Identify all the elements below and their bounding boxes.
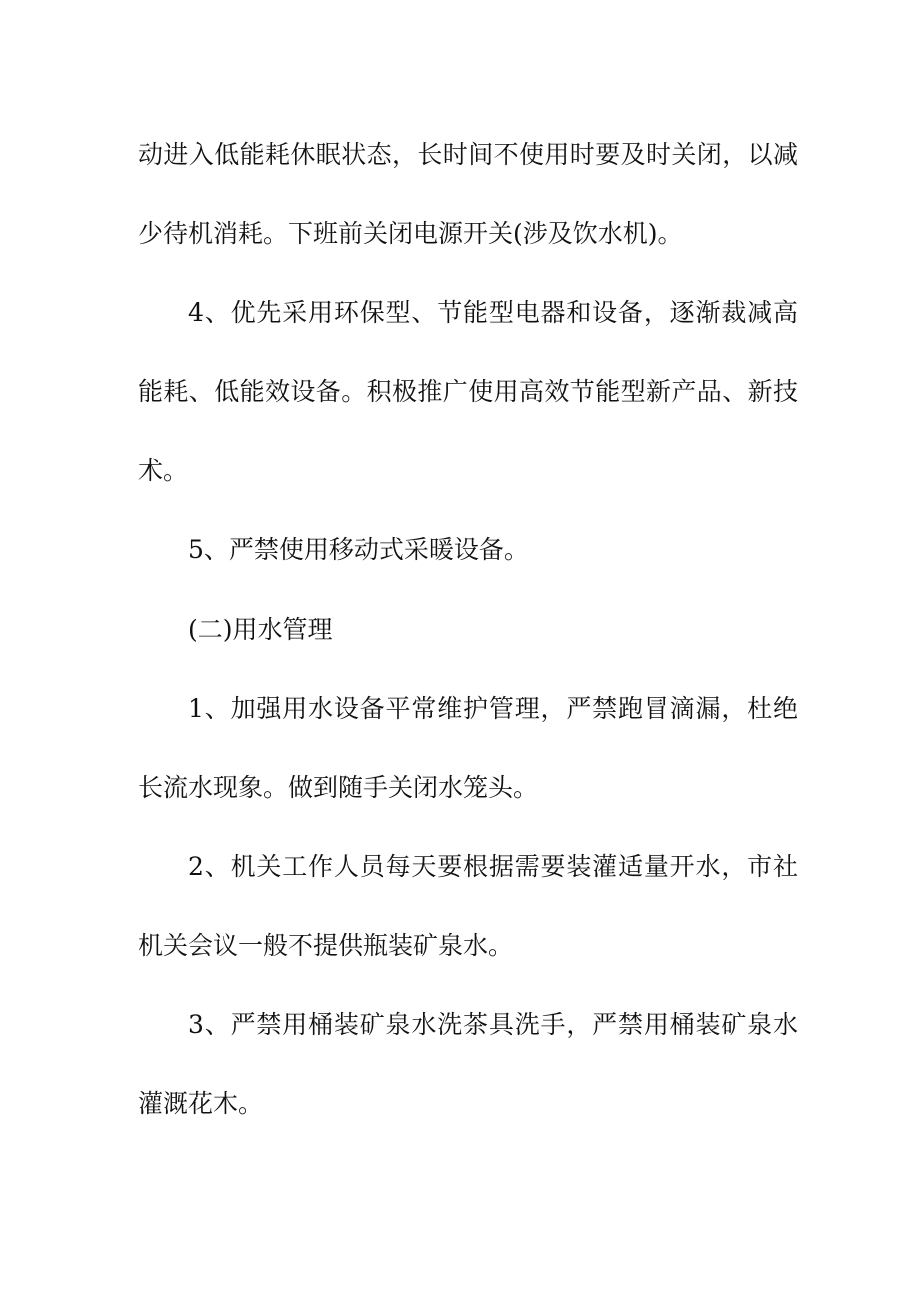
paragraph-line: 机关会议一般不提供瓶装矿泉水。 xyxy=(138,931,514,960)
paragraph-line: 动进入低能耗休眠状态，长时间不使用时要及时关闭，以减 xyxy=(138,140,798,169)
paragraph-line: 术。 xyxy=(138,456,189,485)
section-heading: (二)用水管理 xyxy=(188,615,333,644)
paragraph-line: 长流水现象。做到随手关闭水笼头。 xyxy=(138,773,539,802)
paragraph-line: 灌溉花木。 xyxy=(138,1089,264,1118)
paragraph-line: 3、严禁用桶装矿泉水洗茶具洗手，严禁用桶装矿泉水 xyxy=(188,1010,798,1039)
paragraph-line: 2、机关工作人员每天要根据需要装灌适量开水，市社 xyxy=(188,852,798,881)
paragraph-line: 4、优先采用环保型、节能型电器和设备，逐渐裁减高 xyxy=(188,298,798,327)
paragraph-line: 1、加强用水设备平常维护管理，严禁跑冒滴漏，杜绝 xyxy=(188,694,798,723)
paragraph-line: 能耗、低能效设备。积极推广使用高效节能型新产品、新技 xyxy=(138,377,798,406)
paragraph-line: 5、严禁使用移动式采暖设备。 xyxy=(188,535,529,564)
paragraph-line: 少待机消耗。下班前关闭电源开关(涉及饮水机)。 xyxy=(138,219,683,248)
